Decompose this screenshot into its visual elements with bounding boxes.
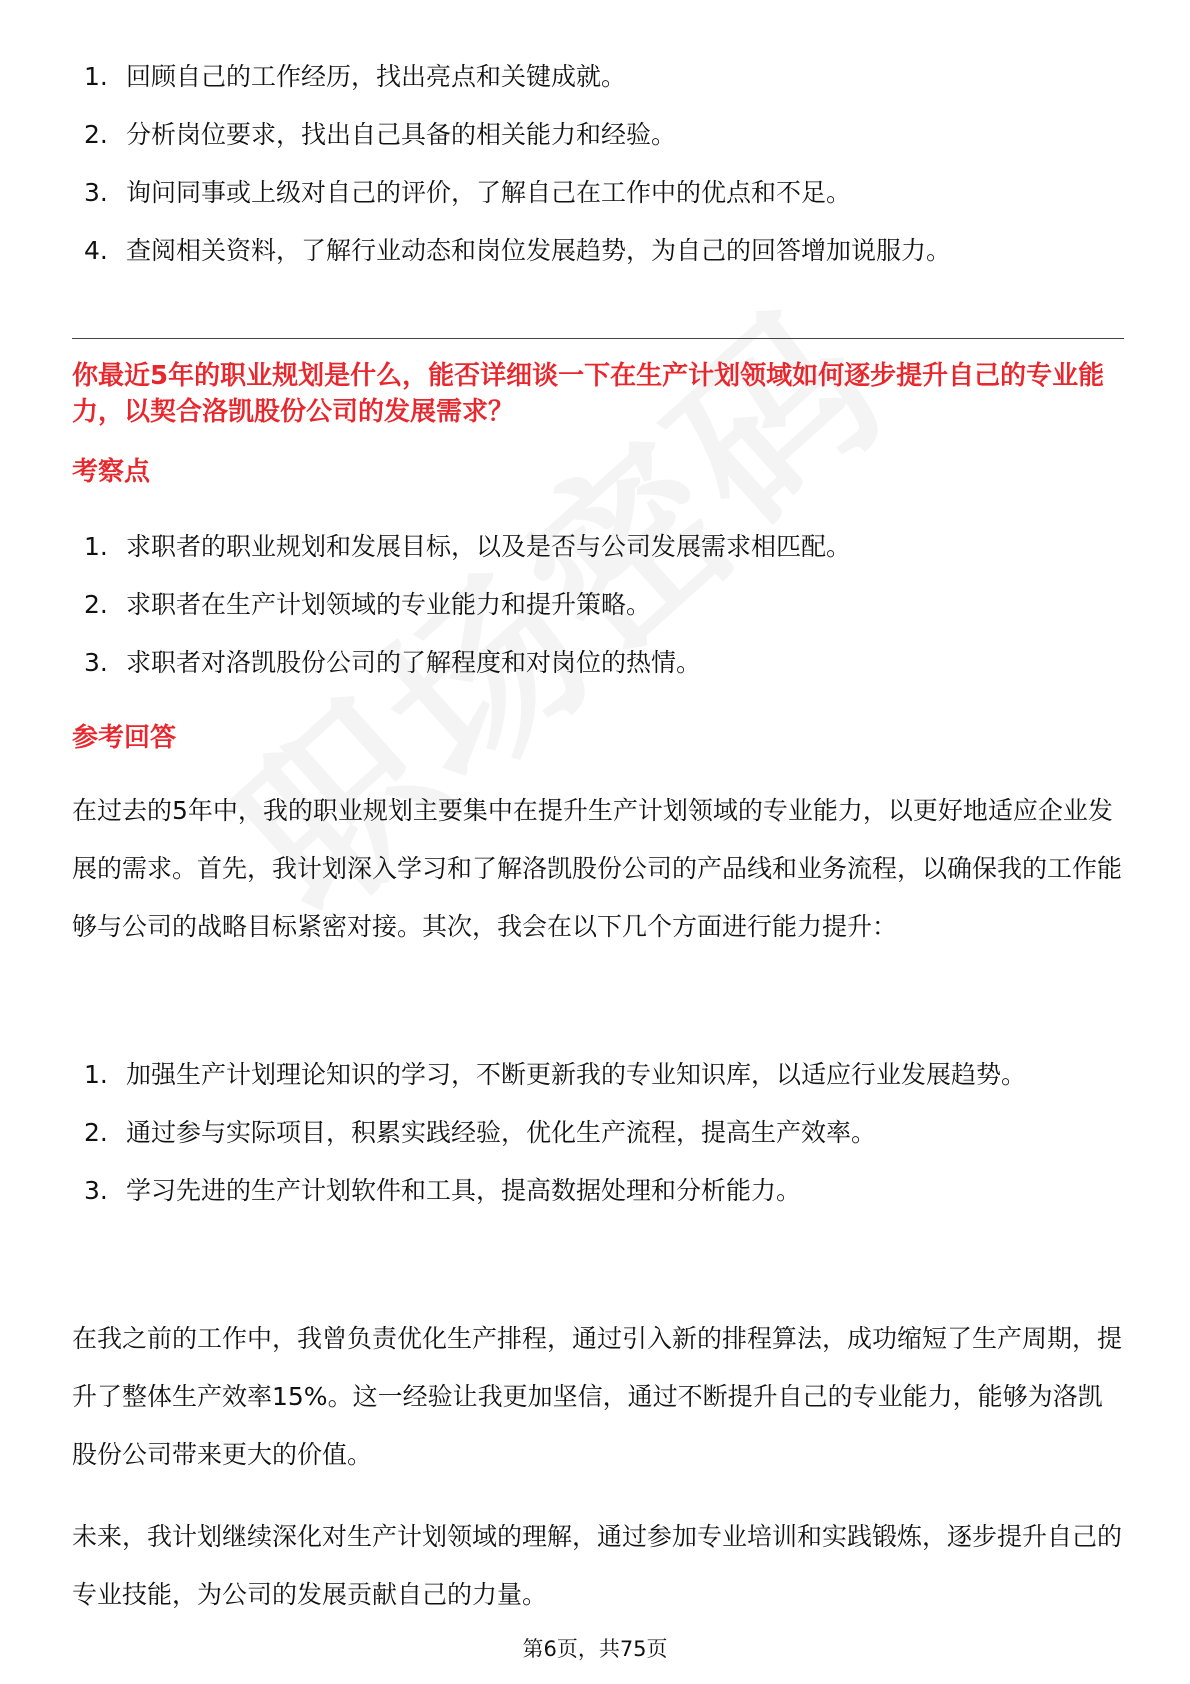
exam-points-list: [84, 518, 1124, 692]
exam-points-heading: 考察点: [72, 457, 151, 487]
list-item-number: 2.: [84, 120, 108, 149]
list-item-text: 求职者的职业规划和发展目标，以及是否与公司发展需求相匹配。: [126, 532, 852, 561]
list-item-text: 求职者对洛凯股份公司的了解程度和对岗位的热情。: [126, 648, 702, 677]
list-item-number: 1.: [84, 532, 108, 561]
interview-question: 你最近5年的职业规划是什么，能否详细谈一下在生产计划领域如何逐步提升自己的专业能力，以契合洛凯股份公司的发展需求？: [72, 361, 1105, 427]
answer-points-list: [84, 1046, 1124, 1220]
list-item-number: 1.: [84, 1060, 108, 1089]
list-item-text: 回顾自己的工作经历，找出亮点和关键成就。: [126, 62, 627, 91]
list-item: [84, 48, 1124, 106]
answer-intro-paragraph: 在过去的5年中，我的职业规划主要集中在提升生产计划领域的专业能力，以更好地适应企业发展的需求。首先，我计划深入学习和了解洛凯股份公司的产品线和业务流程，以确保我的工作能够与公司的战略目标紧密对接。其次，我会在以下几个方面进行能力提升：: [72, 796, 1123, 941]
list-item: [84, 634, 1124, 692]
list-item-text: 通过参与实际项目，积累实践经验，优化生产流程，提高生产效率。: [126, 1118, 877, 1147]
section-divider: [72, 338, 1124, 339]
list-item-text: 查阅相关资料，了解行业动态和岗位发展趋势，为自己的回答增加说服力。: [126, 236, 952, 265]
list-item: [84, 1162, 1124, 1220]
answer-experience-paragraph: 在我之前的工作中，我曾负责优化生产排程，通过引入新的排程算法，成功缩短了生产周期，提升了整体生产效率15%。这一经验让我更加坚信，通过不断提升自己的专业能力，能够为洛凯股份公司带来更大的价值。: [72, 1324, 1123, 1469]
list-item-number: 3.: [84, 648, 108, 677]
page-number-footer: 第6页，共75页: [522, 1637, 668, 1661]
list-item-number: 3.: [84, 1176, 108, 1205]
list-item: [84, 1104, 1124, 1162]
list-item-text: 询问同事或上级对自己的评价，了解自己在工作中的优点和不足。: [126, 178, 852, 207]
list-item: [84, 106, 1124, 164]
list-item-text: 分析岗位要求，找出自己具备的相关能力和经验。: [126, 120, 677, 149]
list-item-number: 3.: [84, 178, 108, 207]
list-item: [84, 518, 1124, 576]
list-item-number: 1.: [84, 62, 108, 91]
list-item-number: 4.: [84, 236, 108, 265]
answer-future-paragraph: 未来，我计划继续深化对生产计划领域的理解，通过参加专业培训和实践锻炼，逐步提升自己的专业技能，为公司的发展贡献自己的力量。: [72, 1522, 1123, 1609]
list-item-text: 加强生产计划理论知识的学习，不断更新我的专业知识库，以适应行业发展趋势。: [126, 1060, 1027, 1089]
list-item: [84, 576, 1124, 634]
list-item-number: 2.: [84, 590, 108, 619]
list-item-text: 求职者在生产计划领域的专业能力和提升策略。: [126, 590, 652, 619]
list-item: [84, 222, 1124, 280]
list-item: [84, 1046, 1124, 1104]
prep-steps-list: [84, 48, 1124, 280]
list-item-number: 2.: [84, 1118, 108, 1147]
answer-heading: 参考回答: [72, 723, 177, 753]
list-item: [84, 164, 1124, 222]
list-item-text: 学习先进的生产计划软件和工具，提高数据处理和分析能力。: [126, 1176, 802, 1205]
